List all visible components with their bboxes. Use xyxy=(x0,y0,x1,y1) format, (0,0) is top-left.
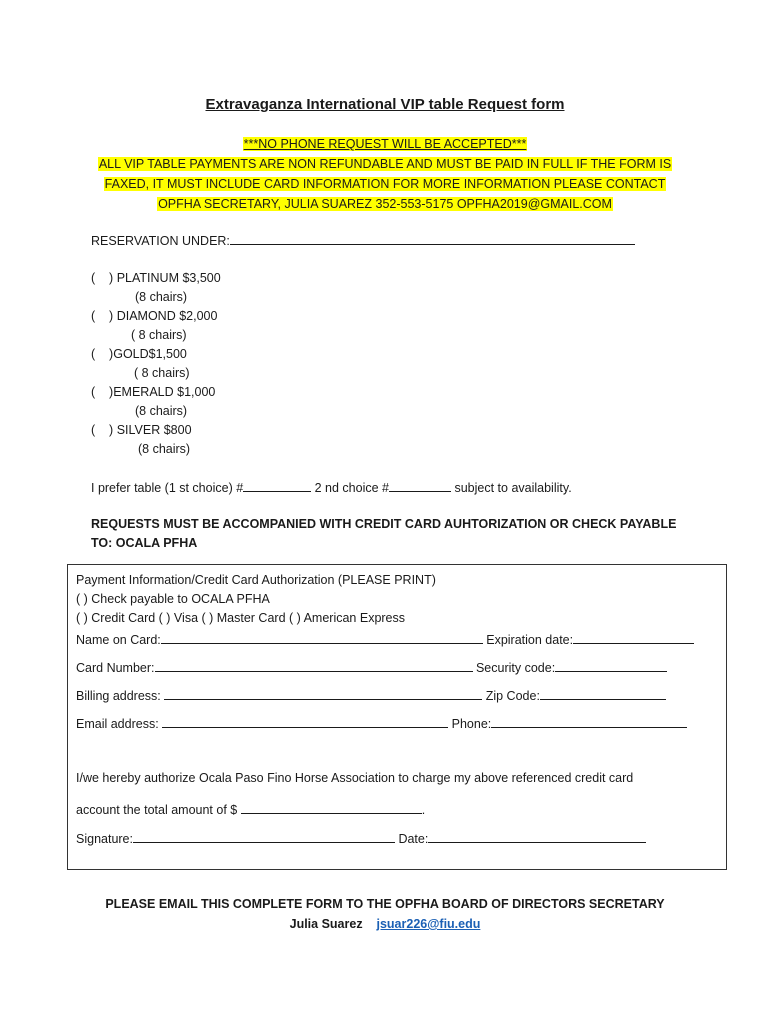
tier-label: DIAMOND $2,000 xyxy=(116,309,218,323)
payment-heading: Payment Information/Credit Card Authorization (PLEASE PRINT) xyxy=(76,573,436,587)
email-address-input[interactable] xyxy=(162,714,448,728)
tier-chairs: ( 8 chairs) xyxy=(131,328,187,342)
signature-label: Signature: xyxy=(76,832,133,846)
authorization-statement: I/we hereby authorize Ocala Paso Fino Horse Association to charge my above referenced credit card xyxy=(76,771,634,785)
zip-code-label: Zip Code: xyxy=(482,689,540,703)
second-choice-input[interactable] xyxy=(389,478,451,492)
tier-emerald[interactable] xyxy=(91,383,221,402)
tier-label: GOLD$1,500 xyxy=(113,347,187,361)
no-phone-notice: ***NO PHONE REQUEST WILL BE ACCEPTED*** xyxy=(243,137,527,151)
signature-input[interactable] xyxy=(133,829,395,843)
tier-checkbox[interactable]: ( ) xyxy=(91,385,114,399)
first-choice-label: I prefer table (1 st choice) # xyxy=(91,481,244,495)
tier-checkbox[interactable]: ( ) xyxy=(91,423,114,437)
tier-chairs: (8 chairs) xyxy=(135,290,188,304)
tier-chairs: (8 chairs) xyxy=(135,404,188,418)
footer-contact xyxy=(0,914,770,934)
billing-address-label: Billing address: xyxy=(76,689,165,703)
table-tier-list xyxy=(91,269,221,459)
refund-notice-line-2: FAXED, IT MUST INCLUDE CARD INFORMATION FOR MORE INFORMATION PLEASE CONTACT xyxy=(104,177,666,191)
first-choice-input[interactable] xyxy=(243,478,311,492)
table-preference-line xyxy=(91,478,572,495)
name-on-card-label: Name on Card: xyxy=(76,633,161,647)
tier-silver[interactable] xyxy=(91,421,221,440)
billing-address-row xyxy=(76,686,666,703)
date-input[interactable] xyxy=(428,829,646,843)
amount-row xyxy=(76,800,425,817)
reservation-label: RESERVATION UNDER: xyxy=(91,234,230,248)
name-on-card-input[interactable] xyxy=(161,630,483,644)
footer-email-instruction: PLEASE EMAIL THIS COMPLETE FORM TO THE OPFHA BOARD OF DIRECTORS SECRETARY xyxy=(105,897,665,911)
card-number-label: Card Number: xyxy=(76,661,155,675)
notice-block xyxy=(0,134,770,214)
billing-address-input[interactable] xyxy=(164,686,482,700)
payment-requirement-notice: REQUESTS MUST BE ACCOMPANIED WITH CREDIT CARD AUHTORIZATION OR CHECK PAYABLE TO: OCALA PFHA xyxy=(91,517,677,550)
security-code-label: Security code: xyxy=(472,661,556,675)
zip-code-input[interactable] xyxy=(540,686,666,700)
tier-label: SILVER $800 xyxy=(116,423,192,437)
tier-checkbox[interactable]: ( ) xyxy=(91,347,114,361)
tier-platinum[interactable] xyxy=(91,269,221,288)
secretary-name: Julia Suarez xyxy=(289,917,363,931)
expiration-input[interactable] xyxy=(573,630,694,644)
reservation-input-line[interactable] xyxy=(230,231,635,245)
payment-authorization-box xyxy=(67,564,727,870)
security-code-input[interactable] xyxy=(555,658,667,672)
refund-notice-line-1: ALL VIP TABLE PAYMENTS ARE NON REFUNDABLE AND MUST BE PAID IN FULL IF THE FORM IS xyxy=(98,157,672,171)
check-option[interactable]: ( ) Check payable to OCALA PFHA xyxy=(76,592,270,606)
amount-end: . xyxy=(421,803,426,817)
tier-chairs: ( 8 chairs) xyxy=(134,366,190,380)
tier-diamond[interactable] xyxy=(91,307,221,326)
phone-input[interactable] xyxy=(491,714,687,728)
card-number-row xyxy=(76,658,667,675)
tier-gold[interactable] xyxy=(91,345,221,364)
availability-note: subject to availability. xyxy=(451,481,572,495)
tier-chairs: (8 chairs) xyxy=(138,442,191,456)
date-label: Date: xyxy=(394,832,429,846)
phone-label: Phone: xyxy=(448,717,492,731)
tier-label: PLATINUM $3,500 xyxy=(116,271,221,285)
email-phone-row xyxy=(76,714,687,731)
card-number-input[interactable] xyxy=(155,658,473,672)
email-address-label: Email address: xyxy=(76,717,163,731)
signature-row xyxy=(76,829,646,846)
card-type-options[interactable]: ( ) Credit Card ( ) Visa ( ) Master Card ( ) American Express xyxy=(76,611,406,625)
tier-checkbox[interactable]: ( ) xyxy=(91,271,114,285)
footer-instructions xyxy=(0,894,770,934)
contact-notice: OPFHA SECRETARY, JULIA SUAREZ 352-553-5175 OPFHA2019@GMAIL.COM xyxy=(158,197,612,211)
form-title: Extravaganza International VIP table Request form xyxy=(205,96,565,113)
reservation-field xyxy=(91,231,635,248)
name-on-card-row xyxy=(76,630,694,647)
amount-label: account the total amount of $ xyxy=(76,803,241,817)
amount-input[interactable] xyxy=(241,800,422,814)
secretary-email-link[interactable]: jsuar226@fiu.edu xyxy=(376,917,481,931)
expiration-label: Expiration date: xyxy=(482,633,574,647)
tier-label: EMERALD $1,000 xyxy=(113,385,216,399)
tier-checkbox[interactable]: ( ) xyxy=(91,309,114,323)
second-choice-label: 2 nd choice # xyxy=(311,481,389,495)
